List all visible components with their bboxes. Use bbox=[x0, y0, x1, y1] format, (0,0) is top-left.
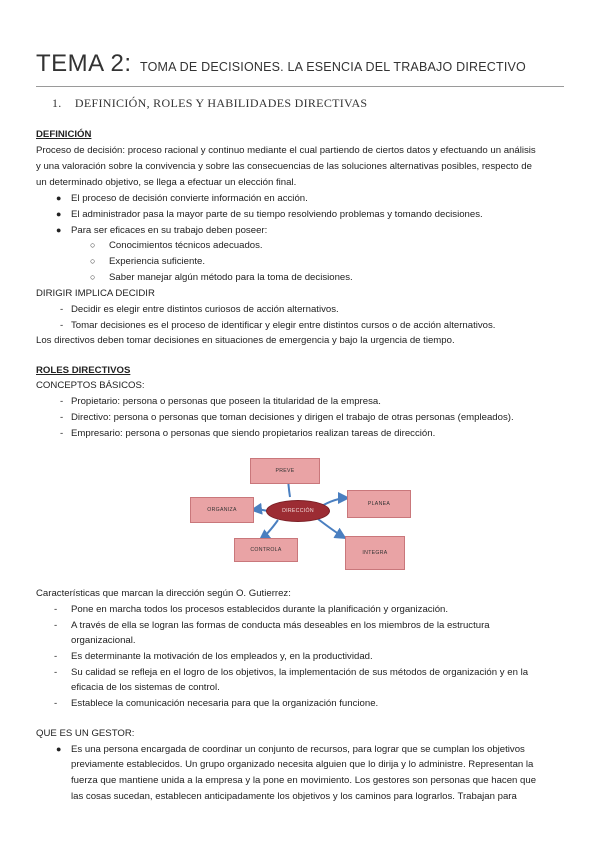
bullet-dot: ● bbox=[56, 209, 62, 219]
direccion-diagram bbox=[190, 452, 415, 572]
diagram-box-integra bbox=[345, 536, 405, 570]
gestor-heading: QUE ES UN GESTOR: bbox=[36, 728, 135, 739]
definicion-heading: DEFINICIÓN bbox=[36, 129, 92, 140]
definicion-sub-bullet-2: Experiencia suficiente. bbox=[109, 256, 205, 267]
definicion-bullet-2: El administrador pasa la mayor parte de su tiempo resolviendo problemas y tomando decisiones. bbox=[71, 209, 483, 220]
roles-item-2: Directivo: persona o personas que toman decisiones y dirigen el trabajo de otras personas (empleados). bbox=[71, 412, 514, 423]
dash: - bbox=[60, 428, 64, 439]
dirigir-heading: DIRIGIR IMPLICA DECIDIR bbox=[36, 288, 155, 299]
caracteristica-4-line-2: eficacia de los sistemas de control. bbox=[71, 682, 220, 693]
dash: - bbox=[60, 412, 64, 423]
caracteristica-2-line-2: organizacional. bbox=[71, 635, 136, 646]
dash: - bbox=[54, 604, 58, 615]
caracteristica-1: Pone en marcha todos los procesos establecidos durante la planificación y organización. bbox=[71, 604, 449, 615]
definicion-bullet-1: El proceso de decisión convierte información en acción. bbox=[71, 193, 308, 204]
planea-label: PLANEA bbox=[367, 501, 391, 507]
gestor-line-4: las cosas sucedan, establecen anticipadamente los objetivos y los caminos para lograrlos. Trabajan para bbox=[71, 791, 517, 802]
dash: - bbox=[54, 620, 58, 631]
dash: - bbox=[54, 667, 58, 678]
dirigir-item-2: Tomar decisiones es el proceso de identificar y elegir entre distintos cursos o de acción alternativos. bbox=[71, 320, 496, 331]
diagram-box-organiza bbox=[190, 497, 254, 523]
title-subtitle: TOMA DE DECISIONES. LA ESENCIA DEL TRABAJO DIRECTIVO bbox=[139, 60, 526, 74]
diagram-box-planea bbox=[347, 490, 411, 518]
roles-item-3: Empresario: persona o personas que siendo propietarios realizan tareas de dirección. bbox=[71, 428, 436, 439]
direccion-label: DIRECCIÓN bbox=[282, 508, 314, 514]
controla-label: CONTROLA bbox=[250, 547, 282, 553]
arrow-to-integra bbox=[318, 519, 345, 538]
diagram-box-preve bbox=[250, 458, 320, 484]
title-divider bbox=[36, 86, 564, 87]
definicion-bullet-3: Para ser eficaces en su trabajo deben poseer: bbox=[71, 225, 268, 236]
definicion-closing: Los directivos deben tomar decisiones en situaciones de emergencia y bajo la urgencia de tiempo. bbox=[36, 335, 455, 346]
dash: - bbox=[54, 698, 58, 709]
definicion-line-2: y una valoración sobre la convivencia y sobre las consecuencias de las soluciones alternativas posibles, respecto de bbox=[36, 161, 532, 172]
gestor-line-2: previamente establecidos. Un grupo organizado necesita alguien que lo dirija y lo administre. Representan la bbox=[71, 759, 534, 770]
definicion-line-1: Proceso de decisión: proceso racional y continuo mediante el cual partiendo de ciertos datos y efectuando un análisis bbox=[36, 145, 536, 156]
organiza-label: ORGANIZA bbox=[207, 507, 237, 513]
arrow-to-controla bbox=[260, 520, 278, 540]
definicion-sub-bullet-3: Saber manejar algún método para la toma de decisiones. bbox=[109, 272, 353, 283]
caracteristicas-heading: Características que marcan la dirección según O. Gutierrez: bbox=[36, 588, 291, 599]
caracteristica-2-line-1: A través de ella se logran las formas de conducta más deseables en los miembros de la estructura bbox=[71, 620, 490, 631]
sub-bullet-circle: ○ bbox=[90, 256, 96, 266]
document-title bbox=[36, 50, 526, 78]
integra-label: INTEGRA bbox=[362, 550, 388, 556]
roles-heading: ROLES DIRECTIVOS bbox=[36, 365, 131, 376]
caracteristica-3: Es determinante la motivación de los empleados y, en la productividad. bbox=[71, 651, 373, 662]
section-heading bbox=[52, 96, 367, 111]
dash: - bbox=[60, 320, 64, 331]
dirigir-item-1: Decidir es elegir entre distintos curiosos de acción alternativos. bbox=[71, 304, 339, 315]
sub-bullet-circle: ○ bbox=[90, 272, 96, 282]
diagram-center-direccion bbox=[266, 500, 330, 522]
bullet-dot: ● bbox=[56, 193, 62, 203]
roles-item-1: Propietario: persona o personas que poseen la titularidad de la empresa. bbox=[71, 396, 381, 407]
diagram-box-controla bbox=[234, 538, 298, 562]
bullet-dot: ● bbox=[56, 744, 62, 754]
gestor-line-1: Es una persona encargada de coordinar un conjunto de recursos, para lograr que se cumplan los objetivos bbox=[71, 744, 525, 755]
definicion-line-3: un determinado objetivo, se llega a efectuar un elección final. bbox=[36, 177, 297, 188]
caracteristica-4-line-1: Su calidad se refleja en el logro de los objetivos, la implementación de sus métodos de organización y en la bbox=[71, 667, 529, 678]
bullet-dot: ● bbox=[56, 225, 62, 235]
preve-label: PREVE bbox=[275, 468, 295, 474]
conceptos-heading: CONCEPTOS BÁSICOS: bbox=[36, 380, 145, 391]
dash: - bbox=[60, 396, 64, 407]
dash: - bbox=[54, 651, 58, 662]
gestor-line-3: fuerza que mantiene unida a la empresa y la pone en movimiento. Los gestores son personas que hacen que bbox=[71, 775, 537, 786]
section-title: DEFINICIÓN, ROLES Y HABILIDADES DIRECTIVAS bbox=[74, 96, 368, 110]
caracteristica-5: Establece la comunicación necesaria para que la organización funcione. bbox=[71, 698, 379, 709]
title-main: TEMA 2: bbox=[36, 50, 132, 77]
section-number: 1. bbox=[52, 96, 62, 110]
sub-bullet-circle: ○ bbox=[90, 240, 96, 250]
dash: - bbox=[60, 304, 64, 315]
definicion-sub-bullet-1: Conocimientos técnicos adecuados. bbox=[109, 240, 263, 251]
